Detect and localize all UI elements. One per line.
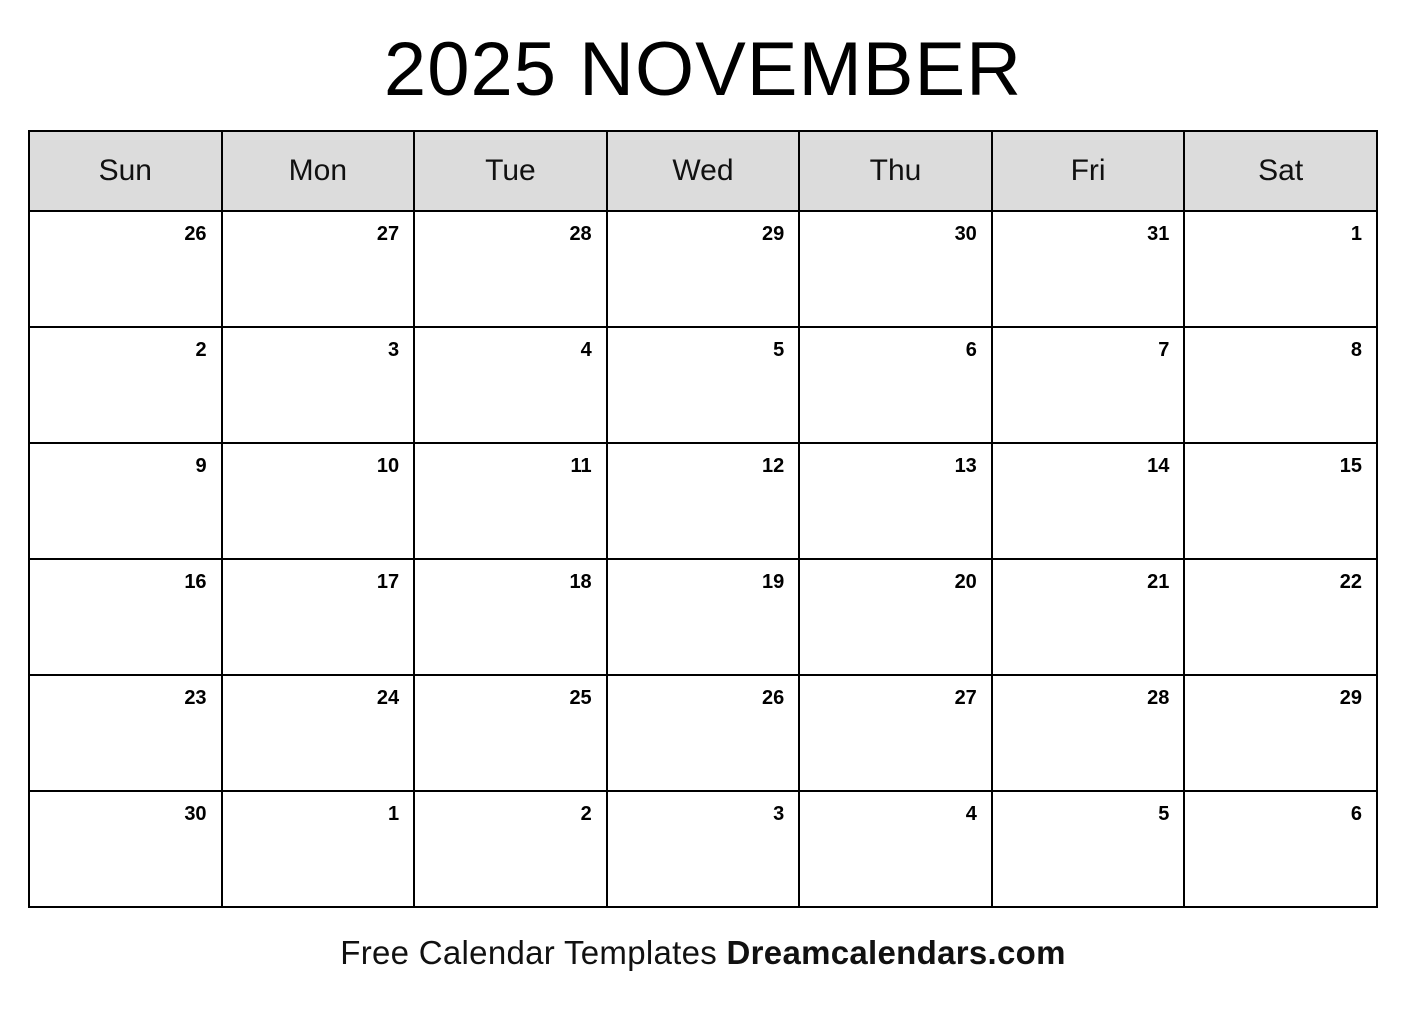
day-cell[interactable] [29,327,222,443]
day-cell[interactable] [414,327,607,443]
day-number: 17 [376,571,400,593]
day-cell[interactable] [992,559,1185,675]
day-number: 12 [762,455,785,477]
day-number: 3 [388,339,400,361]
day-cell[interactable] [1184,443,1377,559]
day-number: 20 [954,571,977,593]
calendar-week-row [29,559,1377,675]
day-cell[interactable] [607,211,800,327]
day-cell[interactable] [607,327,800,443]
day-number: 29 [762,223,785,245]
day-cell[interactable] [799,791,992,907]
page-title: 2025 NOVEMBER [383,27,1023,112]
day-number: 30 [184,803,207,825]
day-number: 30 [954,223,977,245]
footer-text: Free Calendar Templates [340,934,727,971]
day-number: 9 [195,455,207,477]
day-cell[interactable] [992,791,1185,907]
calendar-week-row [29,211,1377,327]
weekday-header-sat: Sat [1184,131,1377,211]
day-number: 1 [1350,223,1362,245]
day-cell[interactable] [222,443,415,559]
day-number: 6 [965,339,977,361]
day-number: 28 [1147,687,1170,709]
day-number: 26 [184,223,207,245]
day-cell[interactable] [799,211,992,327]
day-number: 7 [1158,339,1170,361]
day-cell[interactable] [607,791,800,907]
day-cell[interactable] [1184,327,1377,443]
day-number: 4 [580,339,592,361]
day-number: 6 [1350,803,1362,825]
day-number: 28 [569,223,592,245]
day-cell[interactable] [992,675,1185,791]
day-cell[interactable] [607,675,800,791]
day-cell[interactable] [1184,559,1377,675]
day-number: 4 [965,803,977,825]
day-cell[interactable] [414,559,607,675]
day-number: 27 [954,687,977,709]
day-number: 19 [762,571,785,593]
day-number: 16 [184,571,207,593]
day-cell[interactable] [799,443,992,559]
day-cell[interactable] [1184,211,1377,327]
footer-brand: Dreamcalendars.com [726,934,1066,971]
weekday-header-thu: Thu [799,131,992,211]
day-number: 5 [1158,803,1170,825]
day-number: 31 [1147,223,1170,245]
day-cell[interactable] [414,443,607,559]
day-cell[interactable] [607,559,800,675]
day-cell[interactable] [1184,791,1377,907]
day-cell[interactable] [414,791,607,907]
day-number: 18 [569,571,592,593]
day-number: 23 [184,687,207,709]
calendar-week-row [29,443,1377,559]
calendar-week-row [29,327,1377,443]
day-cell[interactable] [414,211,607,327]
day-cell[interactable] [992,443,1185,559]
day-cell[interactable] [222,327,415,443]
day-number: 13 [954,455,977,477]
weekday-header-row [29,131,1377,211]
day-cell[interactable] [29,559,222,675]
calendar-week-row [29,675,1377,791]
calendar-grid [28,130,1378,908]
day-number: 2 [580,803,592,825]
weekday-header-wed: Wed [607,131,800,211]
weekday-header-mon: Mon [222,131,415,211]
day-cell[interactable] [799,559,992,675]
day-number: 27 [376,223,400,245]
day-number: 14 [1147,455,1170,477]
day-cell[interactable] [222,559,415,675]
day-cell[interactable] [29,443,222,559]
calendar-week-row [29,791,1377,907]
day-number: 24 [376,687,400,709]
day-cell[interactable] [29,791,222,907]
day-number: 5 [773,339,785,361]
day-number: 22 [1339,571,1362,593]
weekday-header-tue: Tue [414,131,607,211]
day-cell[interactable] [414,675,607,791]
day-number: 1 [388,803,400,825]
day-cell[interactable] [222,211,415,327]
day-cell[interactable] [799,327,992,443]
day-number: 2 [195,339,207,361]
weekday-header-sun: Sun [29,131,222,211]
day-cell[interactable] [799,675,992,791]
weekday-header-fri: Fri [992,131,1185,211]
day-cell[interactable] [222,791,415,907]
day-cell[interactable] [1184,675,1377,791]
day-number: 3 [773,803,785,825]
day-cell[interactable] [992,327,1185,443]
day-cell[interactable] [607,443,800,559]
day-number: 15 [1339,455,1362,477]
day-cell[interactable] [992,211,1185,327]
day-cell[interactable] [222,675,415,791]
day-number: 10 [376,455,400,477]
day-number: 21 [1147,571,1170,593]
footer-credit [0,908,1406,972]
day-number: 26 [762,687,785,709]
day-number: 25 [569,687,592,709]
day-number: 11 [570,455,592,477]
day-cell[interactable] [29,675,222,791]
day-number: 8 [1350,339,1362,361]
day-number: 29 [1339,687,1362,709]
day-cell[interactable] [29,211,222,327]
